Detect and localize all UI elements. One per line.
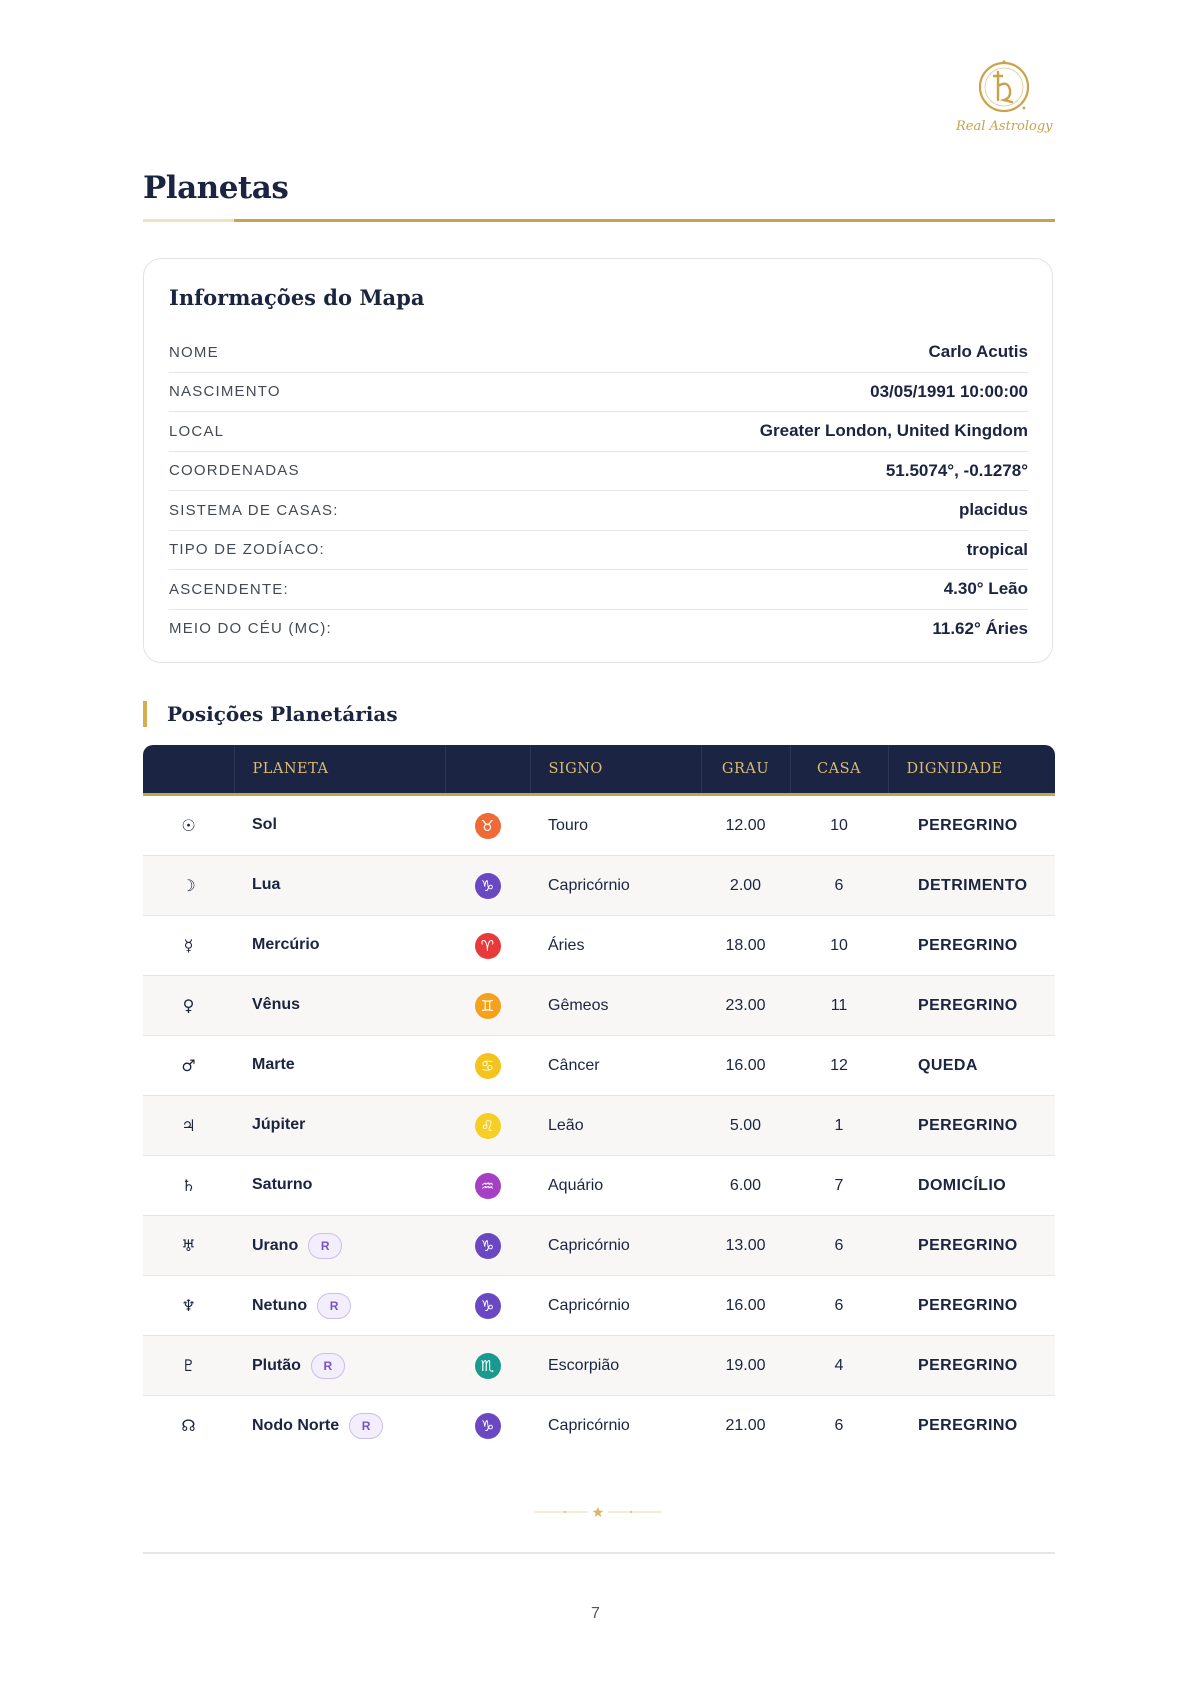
taurus-icon: ♉ — [475, 813, 501, 839]
info-value: tropical — [966, 539, 1028, 559]
capricorn-icon: ♑ — [475, 1233, 501, 1259]
section-title — [143, 701, 398, 727]
dignity-value: PEREGRINO — [888, 1096, 1055, 1156]
table-row — [143, 1156, 1055, 1216]
retrograde-badge: R — [311, 1353, 345, 1379]
degree-value: 2.00 — [701, 856, 790, 916]
logo-text: Real Astrology — [956, 119, 1053, 134]
table-row — [143, 1216, 1055, 1276]
capricorn-icon: ♑ — [475, 873, 501, 899]
house-value: 4 — [790, 1336, 888, 1396]
star-divider-ornament — [530, 1505, 666, 1519]
planet-name: Plutão — [252, 1356, 301, 1374]
degree-value: 19.00 — [701, 1336, 790, 1396]
capricorn-icon: ♑ — [475, 1293, 501, 1319]
table-row — [143, 916, 1055, 976]
sign-icon-cell — [445, 795, 530, 856]
house-value: 6 — [790, 1276, 888, 1336]
info-label: COORDENADAS — [169, 462, 300, 480]
planet-cell — [234, 1336, 445, 1396]
page-title: Planetas — [143, 170, 289, 206]
retrograde-badge: R — [317, 1293, 351, 1319]
planet-name: Nodo Norte — [252, 1416, 340, 1434]
dignity-value: PEREGRINO — [888, 1216, 1055, 1276]
sign-icon-cell — [445, 856, 530, 916]
sign-icon-cell — [445, 1096, 530, 1156]
sign-icon-cell — [445, 1396, 530, 1456]
sign-icon-cell — [445, 1276, 530, 1336]
planet-cell — [234, 1276, 445, 1336]
house-value: 1 — [790, 1096, 888, 1156]
planet-name: Sol — [252, 816, 277, 834]
logo-emblem-icon — [974, 58, 1034, 116]
retrograde-badge: R — [308, 1233, 342, 1259]
neptune-icon: ♆ — [143, 1276, 234, 1336]
info-value: 03/05/1991 10:00:00 — [870, 381, 1028, 401]
col-header-dignidade: DIGNIDADE — [888, 745, 1055, 795]
info-value: Carlo Acutis — [928, 342, 1028, 362]
house-value: 7 — [790, 1156, 888, 1216]
degree-value: 6.00 — [701, 1156, 790, 1216]
table-row — [143, 1036, 1055, 1096]
dignity-value: DOMICÍLIO — [888, 1156, 1055, 1216]
degree-value: 16.00 — [701, 1276, 790, 1336]
planet-positions-table — [143, 745, 1055, 1455]
title-divider — [143, 219, 1055, 222]
house-value: 6 — [790, 856, 888, 916]
degree-value: 13.00 — [701, 1216, 790, 1276]
sign-name: Áries — [530, 916, 701, 976]
house-value: 12 — [790, 1036, 888, 1096]
scorpio-icon: ♏ — [475, 1353, 501, 1379]
leo-icon: ♌ — [475, 1113, 501, 1139]
planet-name: Júpiter — [252, 1116, 306, 1134]
real-astrology-logo — [956, 58, 1052, 138]
info-label: ASCENDENTE: — [169, 580, 289, 598]
table-row — [143, 976, 1055, 1036]
section-title-text: Posições Planetárias — [167, 702, 398, 726]
info-value: Greater London, United Kingdom — [759, 421, 1028, 441]
dignity-value: PEREGRINO — [888, 795, 1055, 856]
info-row — [169, 333, 1028, 373]
retrograde-badge: R — [349, 1413, 383, 1439]
sign-name: Capricórnio — [530, 1276, 701, 1336]
aquarius-icon: ♒ — [475, 1173, 501, 1199]
sign-name: Capricórnio — [530, 1216, 701, 1276]
table-row — [143, 795, 1055, 856]
aries-icon: ♈ — [475, 933, 501, 959]
planet-name: Marte — [252, 1056, 295, 1074]
info-label: TIPO DE ZODÍACO: — [169, 541, 325, 559]
info-row — [169, 452, 1028, 492]
info-label: SISTEMA DE CASAS: — [169, 501, 339, 519]
degree-value: 21.00 — [725, 1416, 766, 1434]
page-number: 7 — [591, 1605, 600, 1622]
table-row — [143, 1336, 1055, 1396]
planet-name: Urano — [252, 1236, 299, 1254]
table-row — [143, 1276, 1055, 1336]
info-label: NOME — [169, 343, 219, 361]
info-row — [169, 491, 1028, 531]
cancer-icon: ♋ — [475, 1053, 501, 1079]
capricorn-icon: ♑ — [475, 1413, 501, 1439]
planet-name: Lua — [252, 876, 281, 894]
moon-icon: ☽ — [143, 856, 234, 916]
planet-name: Vênus — [252, 996, 301, 1014]
sign-name: Capricórnio — [530, 856, 701, 916]
sign-icon-cell — [445, 1336, 530, 1396]
info-value: 4.30° Leão — [943, 579, 1028, 599]
planet-cell — [234, 1396, 445, 1456]
dignity-value: PEREGRINO — [918, 1416, 1018, 1434]
dignity-value: PEREGRINO — [888, 1276, 1055, 1336]
sign-icon-cell — [445, 1216, 530, 1276]
degree-value: 5.00 — [701, 1096, 790, 1156]
degree-value: 23.00 — [701, 976, 790, 1036]
planet-cell — [234, 916, 445, 976]
info-label: MEIO DO CÉU (MC): — [169, 620, 332, 638]
info-value: placidus — [959, 500, 1028, 520]
table-row — [143, 856, 1055, 916]
info-row — [169, 610, 1028, 649]
col-header-glyph — [143, 745, 234, 795]
planet-name: Netuno — [252, 1296, 308, 1314]
sign-name: Aquário — [530, 1156, 701, 1216]
house-value: 10 — [790, 795, 888, 856]
info-value: 11.62° Áries — [932, 618, 1028, 638]
sign-icon-cell — [445, 976, 530, 1036]
house-value: 10 — [790, 916, 888, 976]
dignity-value: PEREGRINO — [888, 1336, 1055, 1396]
info-list — [169, 333, 1028, 648]
planet-name: Mercúrio — [252, 936, 320, 954]
gemini-icon: ♊ — [475, 993, 501, 1019]
info-value: 51.5074°, -0.1278° — [885, 460, 1028, 480]
degree-value: 16.00 — [701, 1036, 790, 1096]
mercury-icon: ☿ — [143, 916, 234, 976]
dignity-value: DETRIMENTO — [888, 856, 1055, 916]
saturn-icon: ♄ — [143, 1156, 234, 1216]
sun-icon: ☉ — [143, 795, 234, 856]
info-row — [169, 412, 1028, 452]
col-header-casa: CASA — [790, 745, 888, 795]
sign-icon-cell — [445, 1156, 530, 1216]
dignity-value: PEREGRINO — [888, 976, 1055, 1036]
sign-name: Capricórnio — [548, 1416, 630, 1434]
info-label: LOCAL — [169, 422, 225, 440]
table-header-row — [143, 745, 1055, 795]
mars-icon: ♂ — [143, 1036, 234, 1096]
degree-value: 18.00 — [701, 916, 790, 976]
sign-name: Gêmeos — [530, 976, 701, 1036]
info-row — [169, 373, 1028, 413]
jupiter-icon: ♃ — [143, 1096, 234, 1156]
col-header-grau: GRAU — [701, 745, 790, 795]
sign-name: Escorpião — [530, 1336, 701, 1396]
sign-icon-cell — [445, 1036, 530, 1096]
col-header-planeta: PLANETA — [234, 745, 445, 795]
planet-cell — [234, 1156, 445, 1216]
venus-icon: ♀ — [143, 976, 234, 1036]
info-label: NASCIMENTO — [169, 383, 281, 401]
uranus-icon: ♅ — [143, 1216, 234, 1276]
footer-divider — [143, 1552, 1055, 1554]
planet-name: Saturno — [252, 1176, 313, 1194]
pluto-icon: ♇ — [143, 1336, 234, 1396]
info-row — [169, 531, 1028, 571]
info-card-title: Informações do Mapa — [169, 285, 425, 310]
degree-value: 12.00 — [701, 795, 790, 856]
sign-name: Câncer — [530, 1036, 701, 1096]
sign-name: Touro — [530, 795, 701, 856]
col-header-signo: SIGNO — [530, 745, 701, 795]
table-row — [143, 1396, 1055, 1456]
chart-info-card — [143, 258, 1053, 663]
house-value: 6 — [834, 1416, 844, 1434]
sign-name: Leão — [530, 1096, 701, 1156]
planet-cell — [234, 1036, 445, 1096]
planet-cell — [234, 1216, 445, 1276]
planet-cell — [234, 976, 445, 1036]
info-row — [169, 570, 1028, 610]
house-value: 6 — [790, 1216, 888, 1276]
sign-icon-cell — [445, 916, 530, 976]
planet-cell — [234, 1096, 445, 1156]
north-node-icon: ☊ — [181, 1416, 196, 1435]
house-value: 11 — [790, 976, 888, 1036]
dignity-value: QUEDA — [888, 1036, 1055, 1096]
dignity-value: PEREGRINO — [888, 916, 1055, 976]
table-row — [143, 1096, 1055, 1156]
planet-cell — [234, 856, 445, 916]
col-header-sign-icon — [445, 745, 530, 795]
planet-cell — [234, 795, 445, 856]
